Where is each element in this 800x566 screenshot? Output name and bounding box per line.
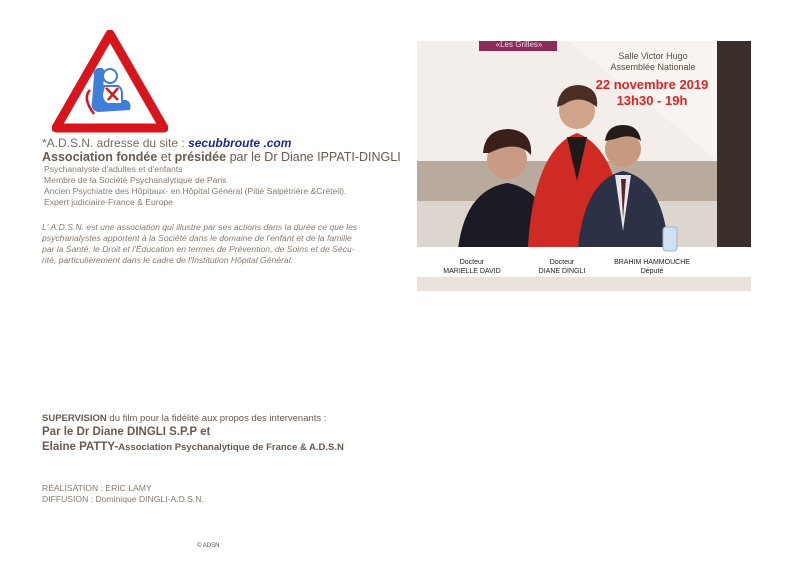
site-prefix: *A.D.S.N. adresse du site :: [42, 136, 189, 150]
supervision-title-rest: du film pour la fidélité aux propos des intervenants :: [106, 413, 327, 424]
supervision-line-3: [42, 441, 344, 453]
caption-title: Docteur: [459, 259, 485, 266]
intro-line: rité, particulièrement dans le cadre de l'Institution Hôpital Général.: [42, 255, 293, 265]
supervision-name: Elaine PATTY-: [42, 441, 119, 453]
bio-line-4: Expert judiciaire-France & Europe: [44, 197, 173, 207]
photo-date: 22 novembre 2019: [595, 77, 709, 92]
caption-name: BRAHIM HAMMOUCHE: [614, 259, 690, 266]
intro-line: psychanalystes apportent à la Société dans le domaine de l'enfant et de la famille: [42, 233, 352, 243]
site-address-line: [42, 136, 291, 150]
association-heading: [42, 150, 401, 164]
intro-paragraph: [42, 222, 390, 266]
assoc-founded: Association fondée: [42, 150, 158, 164]
site-url-link[interactable]: secubbroute .com: [188, 136, 292, 150]
assoc-by: par le Dr Diane IPPATI-DINGLI: [226, 150, 401, 164]
supervision-title-bold: SUPERVISION: [42, 413, 107, 424]
intro-line: par la Santé, le Droit et l'Éducation en termes de Prévention, de Soins et de Sécu-: [42, 244, 355, 254]
supervision-line-2: Par le Dr Diane DINGLI S.P.P et: [42, 426, 211, 438]
caption-name: DIANE DINGLI: [538, 268, 586, 275]
photo-sign-top: «Les Grilles»: [495, 41, 543, 49]
caption-marielle-david: [427, 258, 517, 276]
credit-realisation: RÉALISATION : ERIC LAMY: [42, 483, 152, 493]
caption-title: Député: [640, 268, 664, 275]
caption-brahim-hammouche: [597, 258, 707, 276]
bio-line-1: Psychanalyste d'adultes et d'enfants: [44, 164, 183, 174]
caption-name: MARIELLE DAVID: [443, 268, 501, 275]
photo-venue-2: Assemblée Nationale: [610, 62, 696, 72]
event-photo: [417, 41, 751, 291]
assoc-presided: présidée: [174, 150, 227, 164]
caption-title: Docteur: [549, 259, 575, 266]
adsn-warning-logo: [52, 30, 168, 134]
caption-diane-dingli: [517, 258, 607, 276]
supervision-title: [42, 413, 326, 424]
photo-venue-1: Salle Victor Hugo: [618, 51, 688, 61]
intro-line: L' A.D.S.N. est une association qui illustre par ses actions dans la durée ce que les: [42, 222, 358, 232]
credit-diffusion: DIFFUSION : Dominique DINGLI-A.D.S.N.: [42, 494, 204, 504]
copyright-notice: © ADSN: [197, 543, 220, 549]
photo-time: 13h30 - 19h: [616, 93, 688, 108]
assoc-connector: et: [157, 150, 175, 164]
supervision-org: Association Psychanalytique de France & A.D.S.N: [118, 442, 344, 453]
bio-line-3: Ancien Psychiatre des Hôpitaux- en Hôpital Général (Pitié Salpétrière &Créteil).: [44, 186, 347, 196]
bio-line-2: Membre de la Société Psychanalytique de Paris: [44, 175, 227, 185]
